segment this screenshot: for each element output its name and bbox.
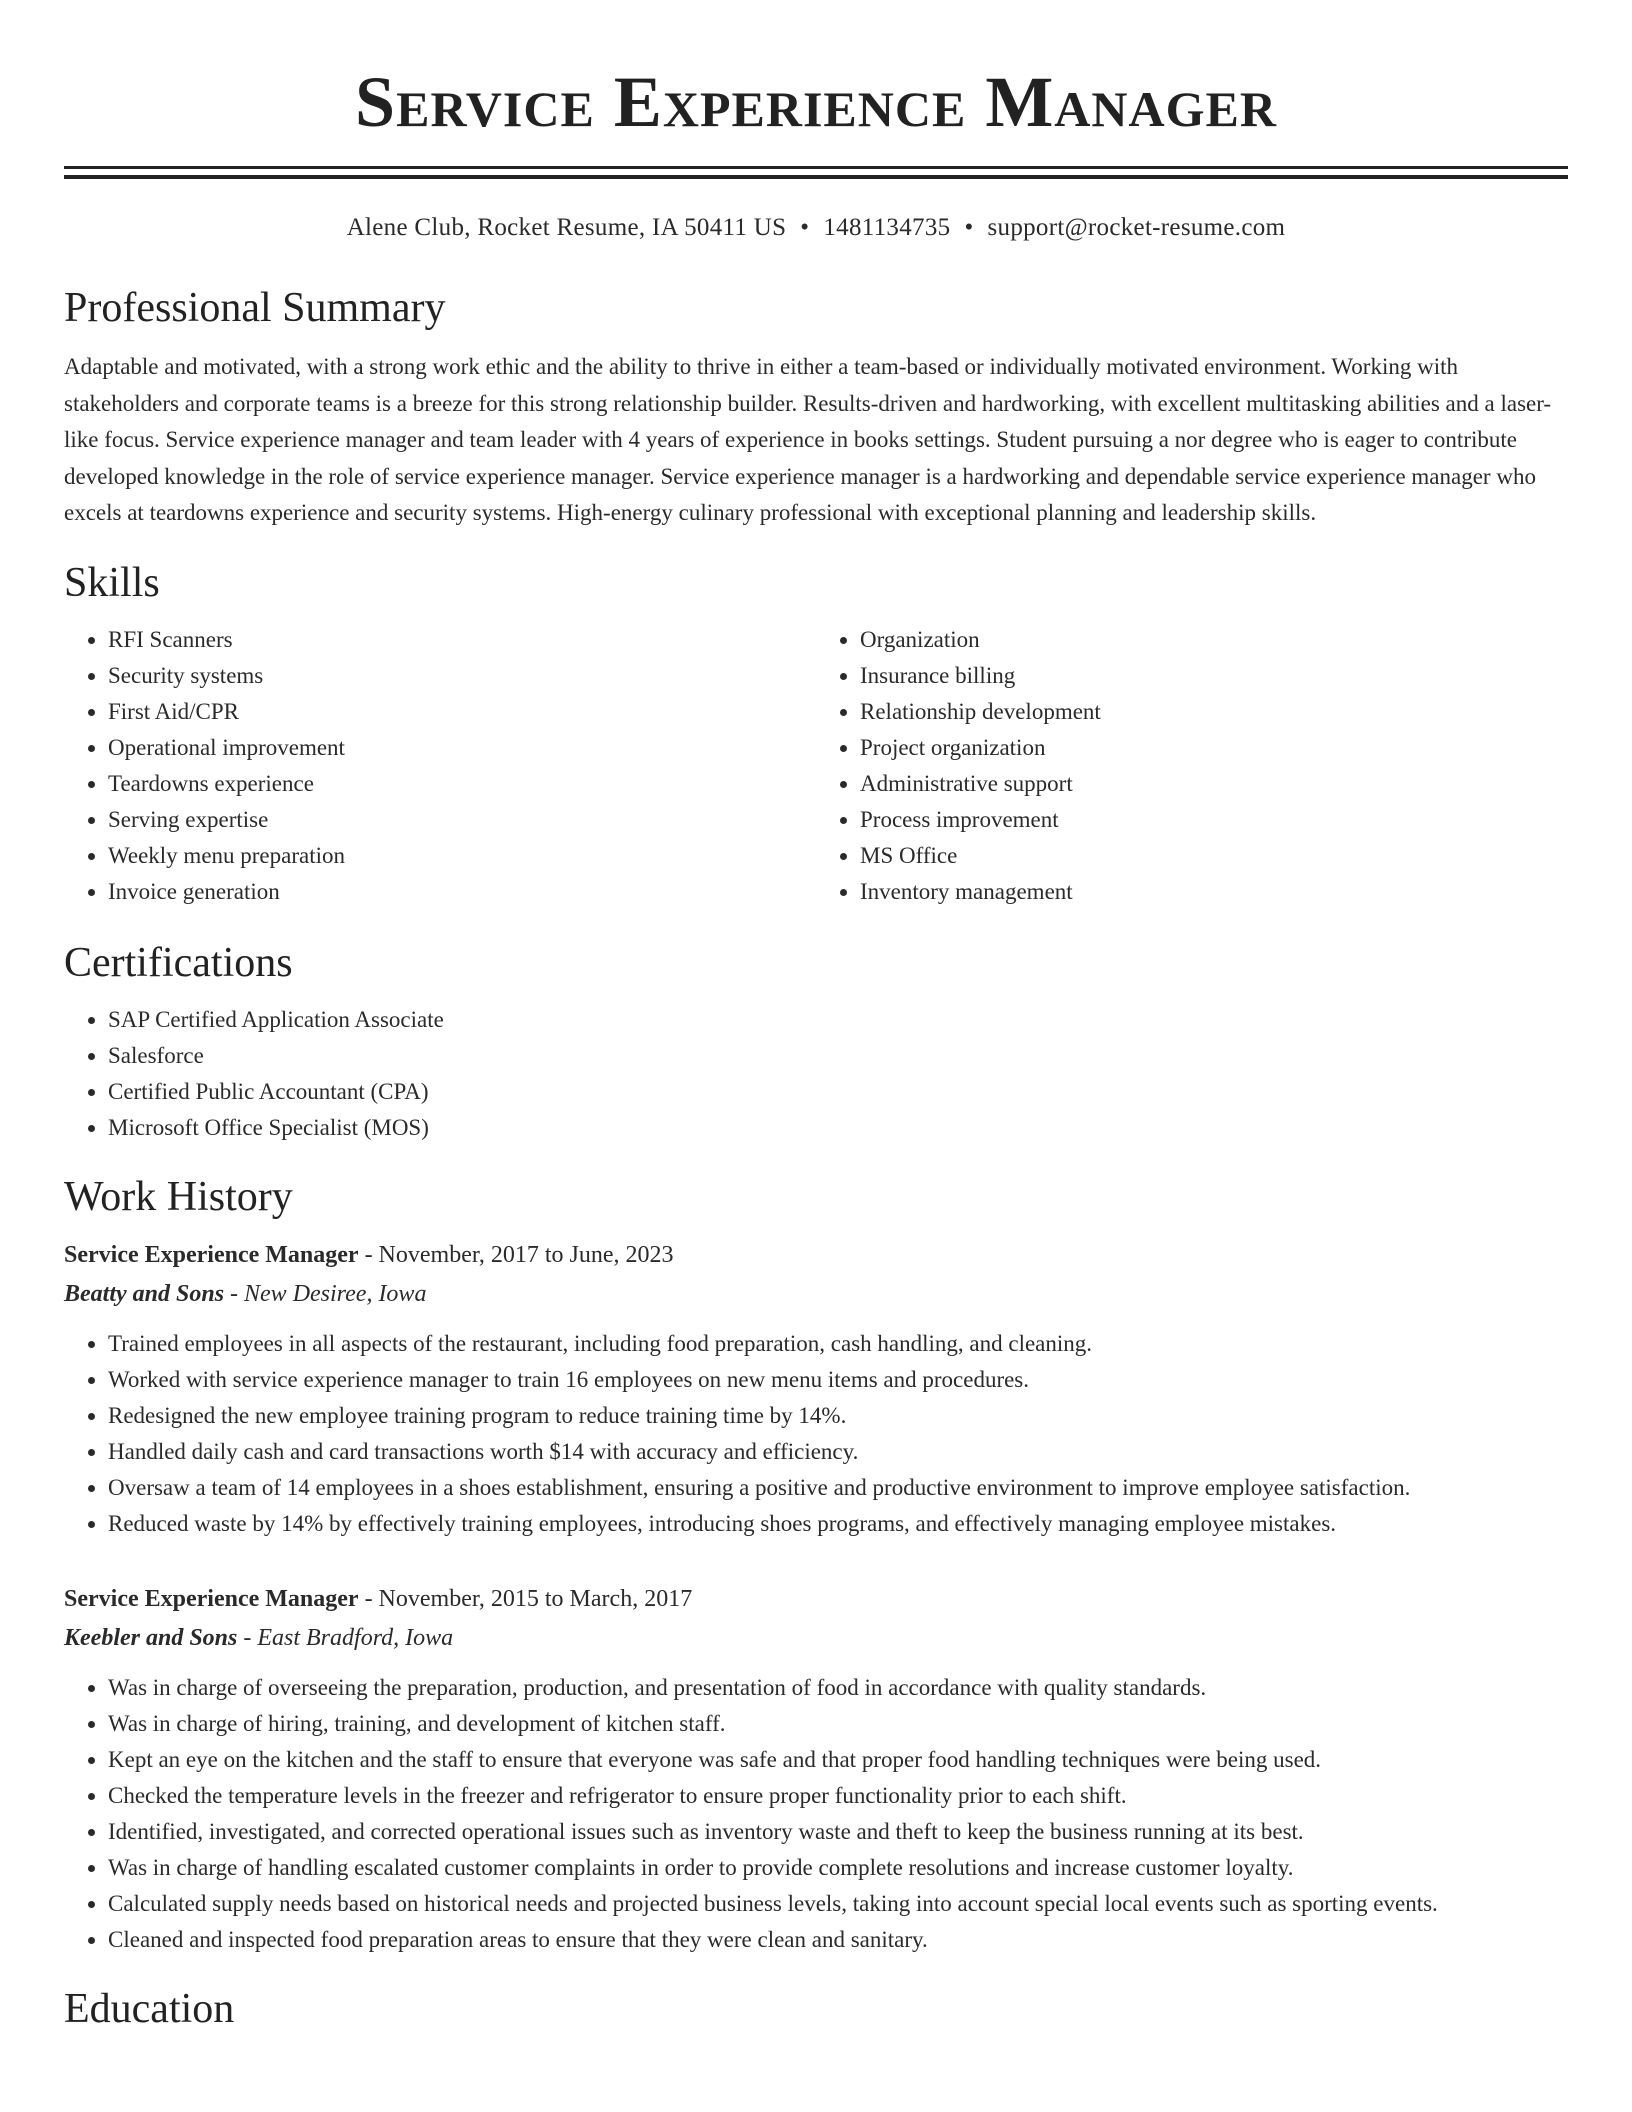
contact-phone: 1481134735: [823, 214, 951, 241]
job-title-line: [64, 1580, 1568, 1619]
header-rule-top: [64, 166, 1568, 169]
summary-text: Adaptable and motivated, with a strong work ethic and the ability to thrive in either a team-based or individually motivated environment. Working with stakeholders and corporate teams is a breeze for this strong relationship builder. Results-driven and hardworking, with excellent multitasking abilities and a laser-like focus. Service experience manager and team leader with 4 years of experience in books settings. Student pursuing a nor degree who is eager to contribute developed knowledge in the role of service experience manager. Service experience manager is a hardworking and dependable service experience manager who excels at teardowns experience and security systems. High-energy culinary professional with exceptional planning and leadership skills.: [64, 354, 1552, 525]
certification-item: • Microsoft Office Specialist (MOS): [108, 1110, 1568, 1146]
certification-item: • Certified Public Accountant (CPA): [108, 1074, 1568, 1110]
job-location: - New Desiree, Iowa: [224, 1280, 427, 1307]
job-bullet: • Was in charge of handling escalated customer complaints in order to provide complete resolutions and increase customer loyalty.: [108, 1850, 1568, 1886]
job-title: Service Experience Manager: [64, 1585, 359, 1612]
certification-item: • Salesforce: [108, 1038, 1568, 1074]
job-bullet: • Handled daily cash and card transactions worth $14 with accuracy and efficiency.: [108, 1434, 1568, 1470]
skill-item: • Weekly menu preparation: [108, 838, 816, 874]
resume-title: Service Experience Manager: [355, 62, 1277, 142]
job-bullet: • Was in charge of overseeing the preparation, production, and presentation of food in accordance with quality standards.: [108, 1670, 1568, 1706]
skill-item: • Operational improvement: [108, 730, 816, 766]
contact-separator: •: [800, 214, 810, 241]
skill-item: • RFI Scanners: [108, 622, 816, 658]
skill-item: • Relationship development: [860, 694, 1568, 730]
job-dates: - November, 2015 to March, 2017: [358, 1585, 693, 1612]
skill-item: • Security systems: [108, 658, 816, 694]
skills-heading: Skills: [64, 559, 160, 606]
skill-item: • Administrative support: [860, 766, 1568, 802]
skill-item: • MS Office: [860, 838, 1568, 874]
certifications-list: [64, 1002, 1568, 1146]
job-bullet: • Kept an eye on the kitchen and the staff to ensure that everyone was safe and that proper food handling techniques were being used.: [108, 1742, 1568, 1778]
education-heading: Education: [64, 1985, 235, 2032]
skill-item: • Serving expertise: [108, 802, 816, 838]
certifications-heading: Certifications: [64, 939, 293, 986]
skills-columns: [64, 622, 1568, 910]
job-location: - East Bradford, Iowa: [237, 1624, 454, 1651]
skill-item: • Process improvement: [860, 802, 1568, 838]
contact-separator: •: [964, 214, 974, 241]
job-bullet: • Reduced waste by 14% by effectively training employees, introducing shoes programs, and effectively managing employee mistakes.: [108, 1506, 1568, 1542]
job-dates: - November, 2017 to June, 2023: [358, 1241, 674, 1268]
skill-item: • Organization: [860, 622, 1568, 658]
resume-page: [64, 0, 1568, 2034]
job-bullet: • Was in charge of hiring, training, and development of kitchen staff.: [108, 1706, 1568, 1742]
job-bullet: • Trained employees in all aspects of the restaurant, including food preparation, cash handling, and cleaning.: [108, 1326, 1568, 1362]
skill-item: • Project organization: [860, 730, 1568, 766]
job-bullet: • Calculated supply needs based on historical needs and projected business levels, taking into account special local events such as sporting events.: [108, 1886, 1568, 1922]
job-title: Service Experience Manager: [64, 1241, 359, 1268]
job-company-line: [64, 1619, 1568, 1658]
job-bullet: • Oversaw a team of 14 employees in a shoes establishment, ensuring a positive and productive environment to improve employee satisfaction.: [108, 1470, 1568, 1506]
job-bullet: • Redesigned the new employee training program to reduce training time by 14%.: [108, 1398, 1568, 1434]
job-company-line: [64, 1275, 1568, 1314]
job-entry: [64, 1580, 1568, 1958]
job-title-line: [64, 1236, 1568, 1275]
skill-item: • Inventory management: [860, 874, 1568, 910]
work-history-heading: Work History: [64, 1173, 293, 1220]
job-bullet: • Worked with service experience manager to train 16 employees on new menu items and procedures.: [108, 1362, 1568, 1398]
job-company: Beatty and Sons: [64, 1280, 225, 1307]
contact-line: [64, 213, 1568, 243]
job-entry: [64, 1236, 1568, 1542]
skill-item: • Teardowns experience: [108, 766, 816, 802]
contact-address: Alene Club, Rocket Resume, IA 50411 US: [346, 214, 787, 241]
skills-list-left: [64, 622, 816, 910]
job-bullets: [64, 1326, 1568, 1542]
job-bullet: • Cleaned and inspected food preparation areas to ensure that they were clean and sanitary.: [108, 1922, 1568, 1958]
skills-list-right: [816, 622, 1568, 910]
job-bullets: [64, 1670, 1568, 1958]
summary-heading: Professional Summary: [64, 285, 446, 331]
skill-item: • Insurance billing: [860, 658, 1568, 694]
skill-item: • First Aid/CPR: [108, 694, 816, 730]
header-rule-bottom: [64, 175, 1568, 179]
skill-item: • Invoice generation: [108, 874, 816, 910]
certification-item: • SAP Certified Application Associate: [108, 1002, 1568, 1038]
job-company: Keebler and Sons: [64, 1624, 238, 1651]
job-bullet: • Identified, investigated, and corrected operational issues such as inventory waste and theft to keep the business running at its best.: [108, 1814, 1568, 1850]
job-bullet: • Checked the temperature levels in the freezer and refrigerator to ensure proper functionality prior to each shift.: [108, 1778, 1568, 1814]
contact-email: support@rocket-resume.com: [987, 214, 1286, 241]
